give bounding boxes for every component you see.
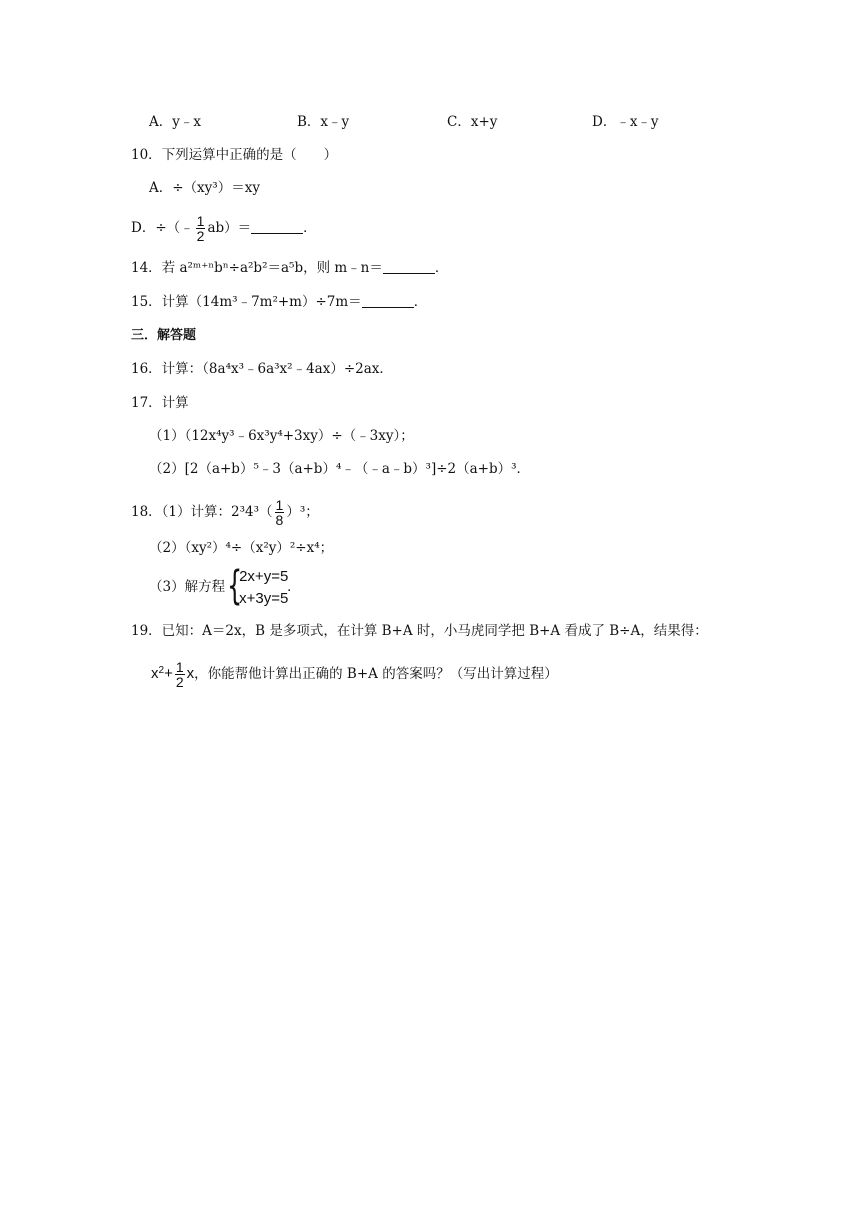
q15-text: 15．计算（14m³﹣7m²+m）÷7m＝ (131, 294, 362, 310)
q19-line2-text: ，你能帮他计算出正确的 B+A 的答案吗？（写出计算过程） (194, 666, 558, 682)
q19-frac-den: 2 (175, 673, 184, 690)
q13-answer-blank (251, 219, 303, 234)
q14-line (131, 258, 448, 278)
q9-option-a: A．y﹣x (149, 114, 201, 130)
q18-part2: （2）（xy²）⁴÷（x²y）²÷x⁴； (149, 540, 334, 556)
q19-fraction (175, 660, 185, 689)
q10-stem: 10．下列运算中正确的是（ ） (131, 147, 338, 163)
q14-text: 14．若 a²ᵐ⁺ⁿbⁿ÷a²b²＝a⁵b，则 m﹣n＝ (131, 260, 383, 276)
q19-expr-plus: + (164, 665, 173, 682)
q18-frac-num: 1 (275, 497, 284, 513)
q19-line2 (151, 659, 558, 689)
q15-answer-blank (362, 293, 414, 308)
q18-fraction (275, 498, 285, 527)
q13-frac-num: 1 (196, 213, 205, 229)
q15-end: ． (413, 294, 428, 310)
q9-option-b: B．x﹣y (297, 114, 350, 130)
q17-stem: 17．计算 (131, 395, 189, 411)
q19-expr-exp: 2 (158, 665, 165, 676)
q19-frac-num: 1 (175, 658, 184, 675)
q18-p3-suffix: ． (287, 579, 301, 595)
q13-end: ． (303, 220, 317, 236)
q13-suffix: ab）＝ (207, 220, 252, 236)
section-heading: 三．解答题 (131, 328, 197, 343)
q19-expr-x: x (151, 665, 159, 682)
left-brace-icon: { (227, 562, 243, 609)
q18-p1-suffix: ）³； (286, 504, 319, 520)
equation-2: x+3y=5 (239, 589, 289, 607)
q17-part2: （2）[2（a+b）⁵﹣3（a+b）⁴﹣（﹣a﹣b）³]÷2（a+b）³． (149, 461, 531, 477)
equation-system (227, 562, 299, 610)
q14-answer-blank (383, 259, 435, 274)
q19-expr-tail: x (186, 665, 195, 682)
q9-option-c: C．x+y (447, 114, 498, 130)
q9-option-d: D．﹣x﹣y (592, 114, 659, 130)
q15-line (131, 292, 427, 312)
equation-1: 2x+y=5 (239, 567, 289, 585)
q13-fraction (196, 214, 206, 243)
q18-p1-prefix: 18．（1）计算：2³4³（ (131, 504, 273, 520)
q10-option-a: A．÷（xy³）＝xy (149, 180, 260, 196)
q13-prefix: D．÷（﹣ (131, 220, 194, 236)
q17-part1: （1）（12x⁴y³﹣6x³y⁴+3xy）÷（﹣3xy）； (149, 428, 414, 444)
q18-part1 (131, 498, 319, 527)
q18-part3 (149, 562, 301, 610)
q14-end: ． (434, 260, 449, 276)
q19-line1: 19．已知：A＝2x，B 是多项式，在计算 B+A 时，小马虎同学把 B+A 看成了 B÷A，结果得： (131, 623, 708, 639)
q19-expression (151, 658, 195, 690)
q13-frac-den: 2 (196, 228, 205, 244)
q18-frac-den: 8 (275, 512, 284, 528)
q18-p3-prefix: （3）解方程 (149, 579, 226, 595)
q13-line (131, 214, 317, 243)
q16-line: 16．计算：（8a⁴x³﹣6a³x²﹣4ax）÷2ax． (131, 361, 393, 377)
